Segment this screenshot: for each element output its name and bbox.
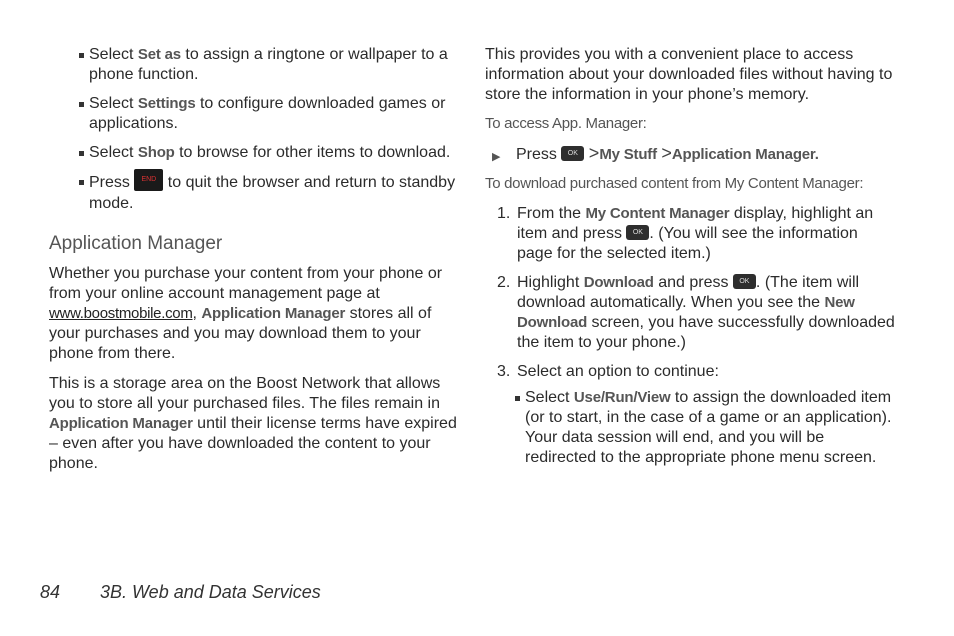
square-bullet-icon <box>79 151 84 156</box>
menu-term: My Content Manager <box>585 205 730 222</box>
bullet-settings <box>49 94 459 134</box>
end-key-icon: END <box>134 169 163 191</box>
section-heading: Application Manager <box>49 233 223 254</box>
square-bullet-icon <box>79 53 84 58</box>
step-text: From the <box>517 205 586 222</box>
step-text: display, highlight an item and press <box>517 205 874 242</box>
step-text: and press <box>653 274 733 291</box>
bullet-text: to configure downloaded games or applications. <box>89 95 446 132</box>
section-title: 3B. Web and Data Services <box>100 582 321 602</box>
paragraph-text: This is a storage area on the Boost Network that allows you to store all your purchased files. The files remain in <box>49 375 441 412</box>
bullet-text: Select <box>525 389 574 406</box>
bullet-text: Select <box>89 95 138 112</box>
bullet-text: to assign a ringtone or wallpaper to a phone function. <box>89 46 448 83</box>
paragraph-text: Whether you purchase your content from your phone or from your online account management page at <box>49 265 443 302</box>
square-bullet-icon <box>79 180 84 185</box>
paragraph-storage <box>49 374 459 474</box>
menu-term: Download <box>583 274 654 291</box>
step-text: screen, you have successfully downloaded the item to your phone.) <box>517 314 895 351</box>
menu-term: Shop <box>137 144 175 161</box>
bullet-shop <box>49 143 459 163</box>
ok-key-icon: OK <box>733 274 756 289</box>
step-text: Highlight <box>517 274 584 291</box>
paragraph-purchase <box>49 264 459 364</box>
bullet-text: Select <box>89 144 138 161</box>
menu-term: Application Manager <box>201 305 346 322</box>
bullet-text: to assign the downloaded item (or to start, in the case of a game or an application). Your data session will end, and you will be redirected to the appropriate phone menu screen. <box>525 389 892 466</box>
paragraph-text: until their license terms have expired – even after you have downloaded the content to your phone. <box>49 415 457 472</box>
menu-term: Settings <box>137 95 196 112</box>
bullet-text: Press <box>89 174 135 192</box>
page-footer <box>40 582 321 602</box>
bullet-press-end <box>49 172 459 214</box>
page-number: 84 <box>40 582 61 602</box>
ok-key-icon: OK <box>561 146 584 161</box>
download-label: To download purchased content from My Content Manager: <box>485 175 864 192</box>
bullet-text: Select <box>89 46 138 63</box>
menu-term: Application Manager. <box>671 146 819 163</box>
left-column <box>49 45 459 483</box>
step-text: Press <box>516 146 562 163</box>
step-2 <box>485 273 897 353</box>
bullet-text: to quit the browser and return to standby mode. <box>89 174 456 212</box>
boost-website-link[interactable]: www.boostmobile.com <box>49 305 193 322</box>
bullet-set-as <box>49 45 459 85</box>
step-number: 3. <box>497 363 511 380</box>
paragraph-intro: This provides you with a convenient place to access information about your downloaded files without having to store the information in your phone’s memory. <box>485 46 893 103</box>
step-number: 1. <box>497 205 511 222</box>
menu-term: Set as <box>137 46 181 63</box>
paragraph-text: , <box>192 305 202 322</box>
menu-term: Application Manager <box>49 415 193 432</box>
square-bullet-icon <box>79 102 84 107</box>
bullet-text: to browse for other items to download. <box>174 144 451 161</box>
step-text: . (You will see the information page for the selected item.) <box>517 225 858 262</box>
menu-term: Use/Run/View <box>573 389 671 406</box>
step-number: 2. <box>497 274 511 291</box>
right-column <box>485 45 897 468</box>
menu-term: My Stuff <box>599 146 657 163</box>
separator: > <box>588 143 600 163</box>
separator: > <box>661 143 672 163</box>
sub-bullet-use-run-view <box>485 388 897 468</box>
step-text: Select an option to continue: <box>517 363 719 380</box>
access-label: To access App. Manager: <box>485 115 647 132</box>
square-bullet-icon <box>515 396 520 401</box>
step-3 <box>485 362 897 382</box>
step-1 <box>485 204 897 264</box>
step-text: . (The item will download automatically. When you see the <box>517 274 860 311</box>
triangle-right-icon: ▶ <box>492 151 501 163</box>
ok-key-icon: OK <box>626 225 649 240</box>
access-step <box>485 143 897 165</box>
menu-term: New Download <box>517 294 855 331</box>
paragraph-text: stores all of your purchases and you may download them to your phone from there. <box>49 305 432 362</box>
